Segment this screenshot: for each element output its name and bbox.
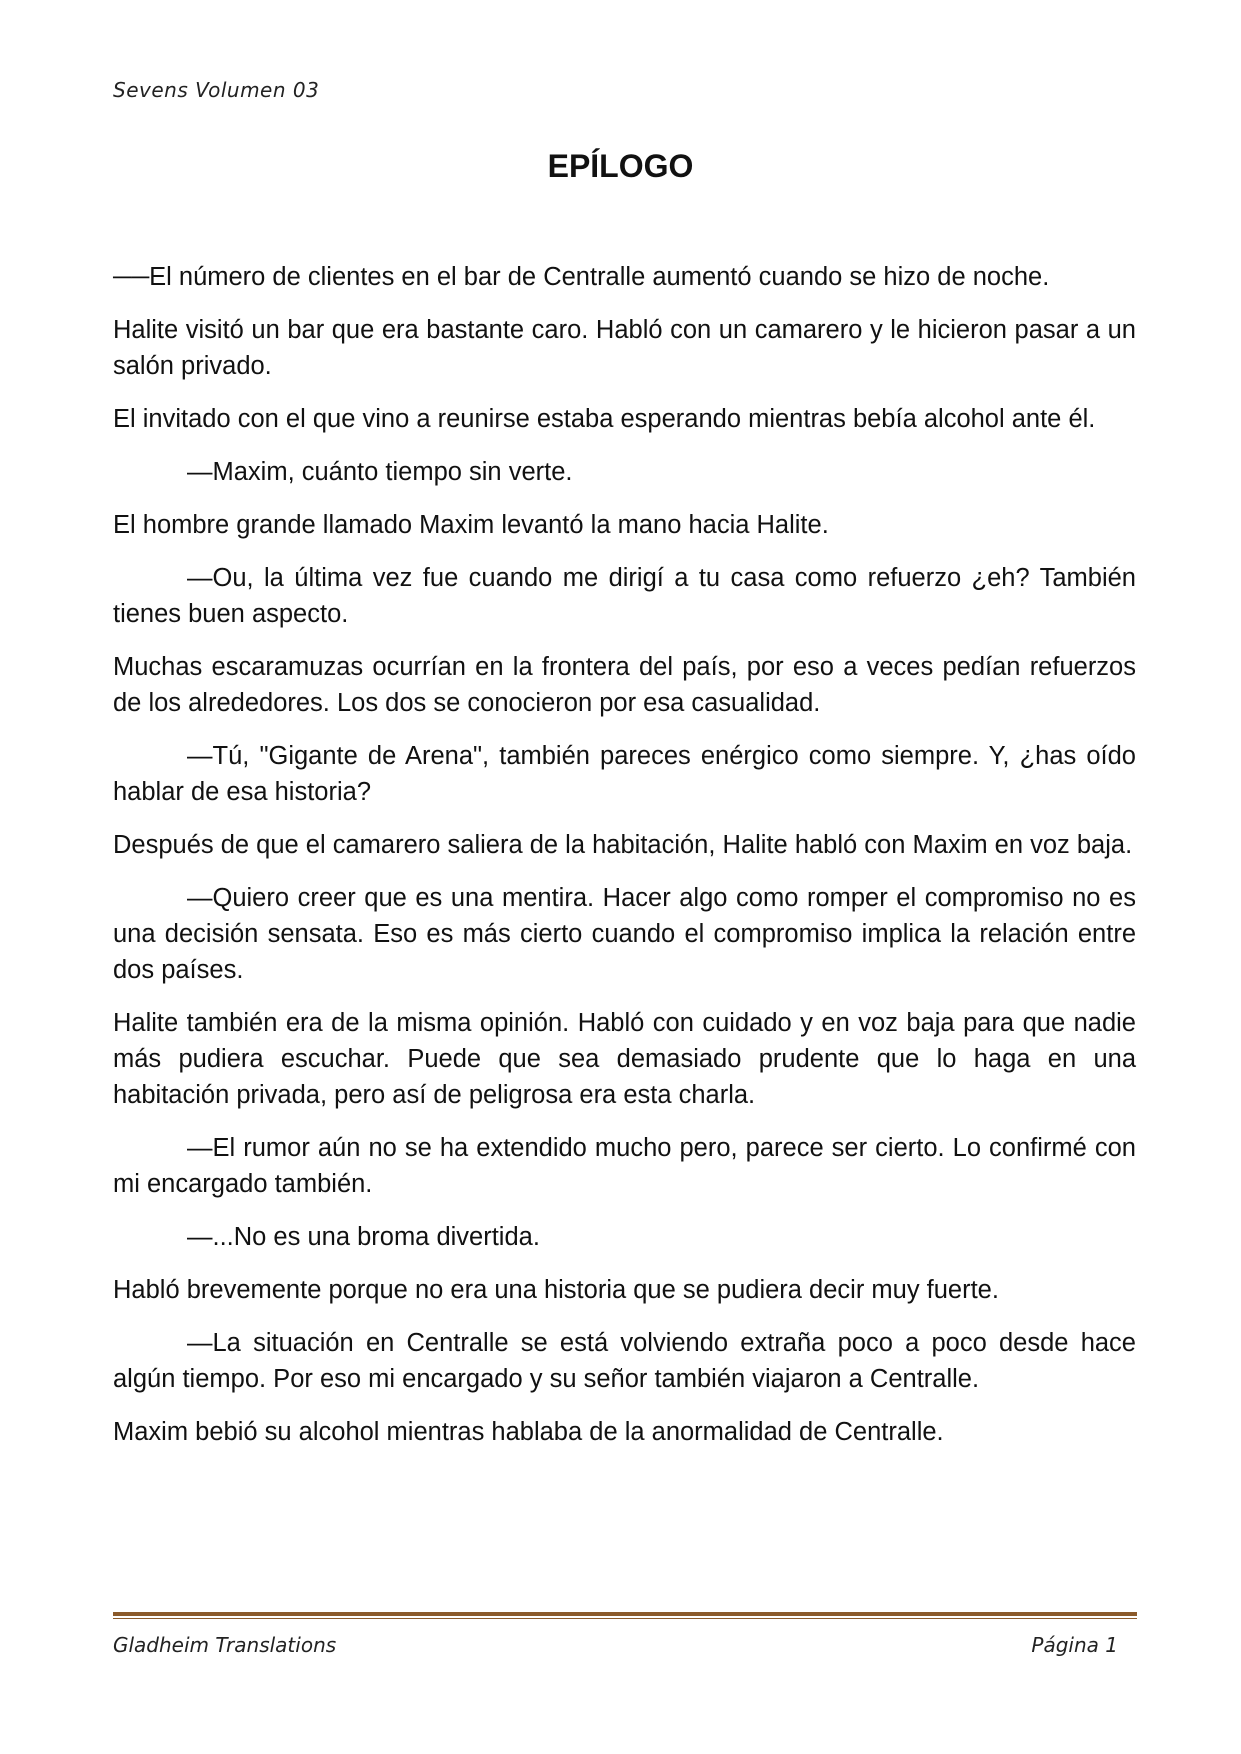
dialogue-paragraph: —Quiero creer que es una mentira. Hacer algo como romper el compromiso no es una decisión sensata. Eso es más cierto cuando el compromiso implica la relación entre dos países. [113, 884, 1136, 984]
paragraph: Muchas escaramuzas ocurrían en la frontera del país, por eso a veces pedían refuerzos de los alrededores. Los dos se conocieron por esa casualidad. [113, 653, 1136, 717]
dialogue-paragraph: —Ou, la última vez fue cuando me dirigí a tu casa como refuerzo ¿eh? También tienes buen aspecto. [113, 564, 1136, 628]
footer-rule [113, 1612, 1137, 1619]
paragraph: Maxim bebió su alcohol mientras hablaba de la anormalidad de Centralle. [113, 1418, 944, 1446]
paragraph: Halite visitó un bar que era bastante caro. Habló con un camarero y le hicieron pasar a un salón privado. [113, 316, 1136, 380]
dialogue-paragraph: —Maxim, cuánto tiempo sin verte. [187, 458, 573, 486]
body-text [113, 259, 1136, 1467]
running-header: Sevens Volumen 03 [113, 78, 320, 102]
paragraph: Después de que el camarero saliera de la habitación, Halite habló con Maxim en voz baja. [113, 831, 1133, 859]
dialogue-paragraph: —El rumor aún no se ha extendido mucho pero, parece ser cierto. Lo confirmé con mi encargado también. [113, 1134, 1136, 1198]
dialogue-paragraph: —La situación en Centralle se está volviendo extraña poco a poco desde hace algún tiempo. Por eso mi encargado y su señor también viajaron a Centralle. [113, 1329, 1136, 1393]
paragraph: El hombre grande llamado Maxim levantó la mano hacia Halite. [113, 511, 829, 539]
footer-publisher: Gladheim Translations [113, 1633, 337, 1657]
page-number: Página 1 [1031, 1633, 1118, 1657]
chapter-title: EPÍLOGO [547, 148, 694, 184]
paragraph: Habló brevemente porque no era una historia que se pudiera decir muy fuerte. [113, 1276, 999, 1304]
paragraph: ──El número de clientes en el bar de Centralle aumentó cuando se hizo de noche. [113, 263, 1050, 291]
paragraph: Halite también era de la misma opinión. Habló con cuidado y en voz baja para que nadie más pudiera escuchar. Puede que sea demasiado prudente que lo haga en una habitación privada, pero así de peligrosa era esta charla. [113, 1009, 1136, 1109]
paragraph: El invitado con el que vino a reunirse estaba esperando mientras bebía alcohol ante él. [113, 405, 1096, 433]
dialogue-paragraph: —Tú, "Gigante de Arena", también pareces enérgico como siempre. Y, ¿has oído hablar de esa historia? [113, 742, 1136, 806]
dialogue-paragraph: —...No es una broma divertida. [187, 1223, 540, 1251]
